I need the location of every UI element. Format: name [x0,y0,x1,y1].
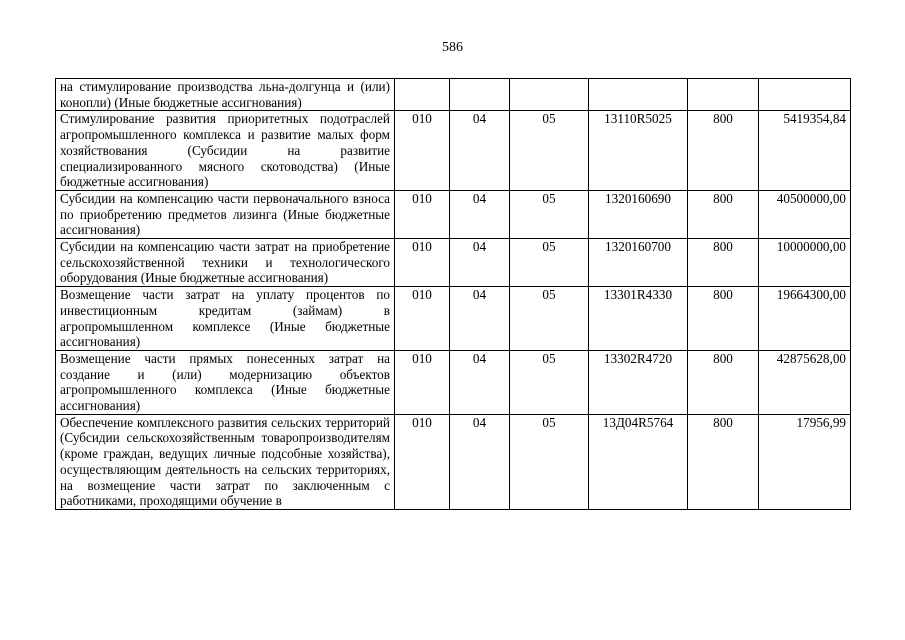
ministry-code: 010 [395,287,450,351]
amount-value: 42875628,00 [759,350,851,414]
subsection-code: 05 [510,350,589,414]
expense-type-code: 800 [688,287,759,351]
expense-type-code [688,79,759,111]
target-article-code: 13110R5025 [589,111,688,191]
ministry-code: 010 [395,111,450,191]
ministry-code: 010 [395,239,450,287]
table-row [56,111,851,191]
row-description: Возмещение части прямых понесенных затрат на создание и (или) модернизацию объектов агропромышленного комплекса (Иные бюджетные ассигнования) [56,350,395,414]
amount-value: 17956,99 [759,414,851,509]
row-description: Субсидии на компенсацию части затрат на приобретение сельскохозяйственной техники и технологического оборудования (Иные бюджетные ассигнования) [56,239,395,287]
section-code: 04 [450,190,510,238]
target-article-code: 13301R4330 [589,287,688,351]
expense-type-code: 800 [688,414,759,509]
target-article-code: 1320160700 [589,239,688,287]
target-article-code: 1320160690 [589,190,688,238]
row-description: Субсидии на компенсацию части первоначального взноса по приобретению предметов лизинга (Иные бюджетные ассигнования) [56,190,395,238]
table-row [56,287,851,351]
table-row [56,79,851,111]
page-number: 586 [442,40,463,55]
subsection-code: 05 [510,414,589,509]
section-code [450,79,510,111]
amount-value: 5419354,84 [759,111,851,191]
subsection-code [510,79,589,111]
ministry-code [395,79,450,111]
table-row [56,350,851,414]
ministry-code: 010 [395,414,450,509]
row-description: Стимулирование развития приоритетных подотраслей агропромышленного комплекса и развитие малых форм хозяйствования (Субсидии на развитие специализированного мясного скотоводства) (Иные бюджетные ассигнования) [56,111,395,191]
section-code: 04 [450,111,510,191]
subsection-code: 05 [510,287,589,351]
section-code: 04 [450,350,510,414]
subsection-code: 05 [510,111,589,191]
expense-type-code: 800 [688,190,759,238]
ministry-code: 010 [395,190,450,238]
expense-type-code: 800 [688,239,759,287]
ministry-code: 010 [395,350,450,414]
subsection-code: 05 [510,190,589,238]
target-article-code: 13Д04R5764 [589,414,688,509]
row-description: Возмещение части затрат на уплату процентов по инвестиционным кредитам (займам) в агропромышленном комплексе (Иные бюджетные ассигнования) [56,287,395,351]
expense-type-code: 800 [688,111,759,191]
section-code: 04 [450,414,510,509]
table-row [56,239,851,287]
budget-table [55,78,851,510]
row-description: на стимулирование производства льна-долгунца и (или) конопли) (Иные бюджетные ассигнования) [56,79,395,111]
section-code: 04 [450,239,510,287]
amount-value: 40500000,00 [759,190,851,238]
subsection-code: 05 [510,239,589,287]
section-code: 04 [450,287,510,351]
amount-value: 10000000,00 [759,239,851,287]
table-row [56,414,851,509]
table-row [56,190,851,238]
amount-value: 19664300,00 [759,287,851,351]
amount-value [759,79,851,111]
target-article-code: 13302R4720 [589,350,688,414]
expense-type-code: 800 [688,350,759,414]
row-description: Обеспечение комплексного развития сельских территорий (Субсидии сельскохозяйственным товаропроизводителям (кроме граждан, ведущих личные подсобные хозяйства), осуществляющим деятельность на сельских территориях, на возмещение части затрат по заключенным с работниками, проходящими обучение в [56,414,395,509]
target-article-code [589,79,688,111]
